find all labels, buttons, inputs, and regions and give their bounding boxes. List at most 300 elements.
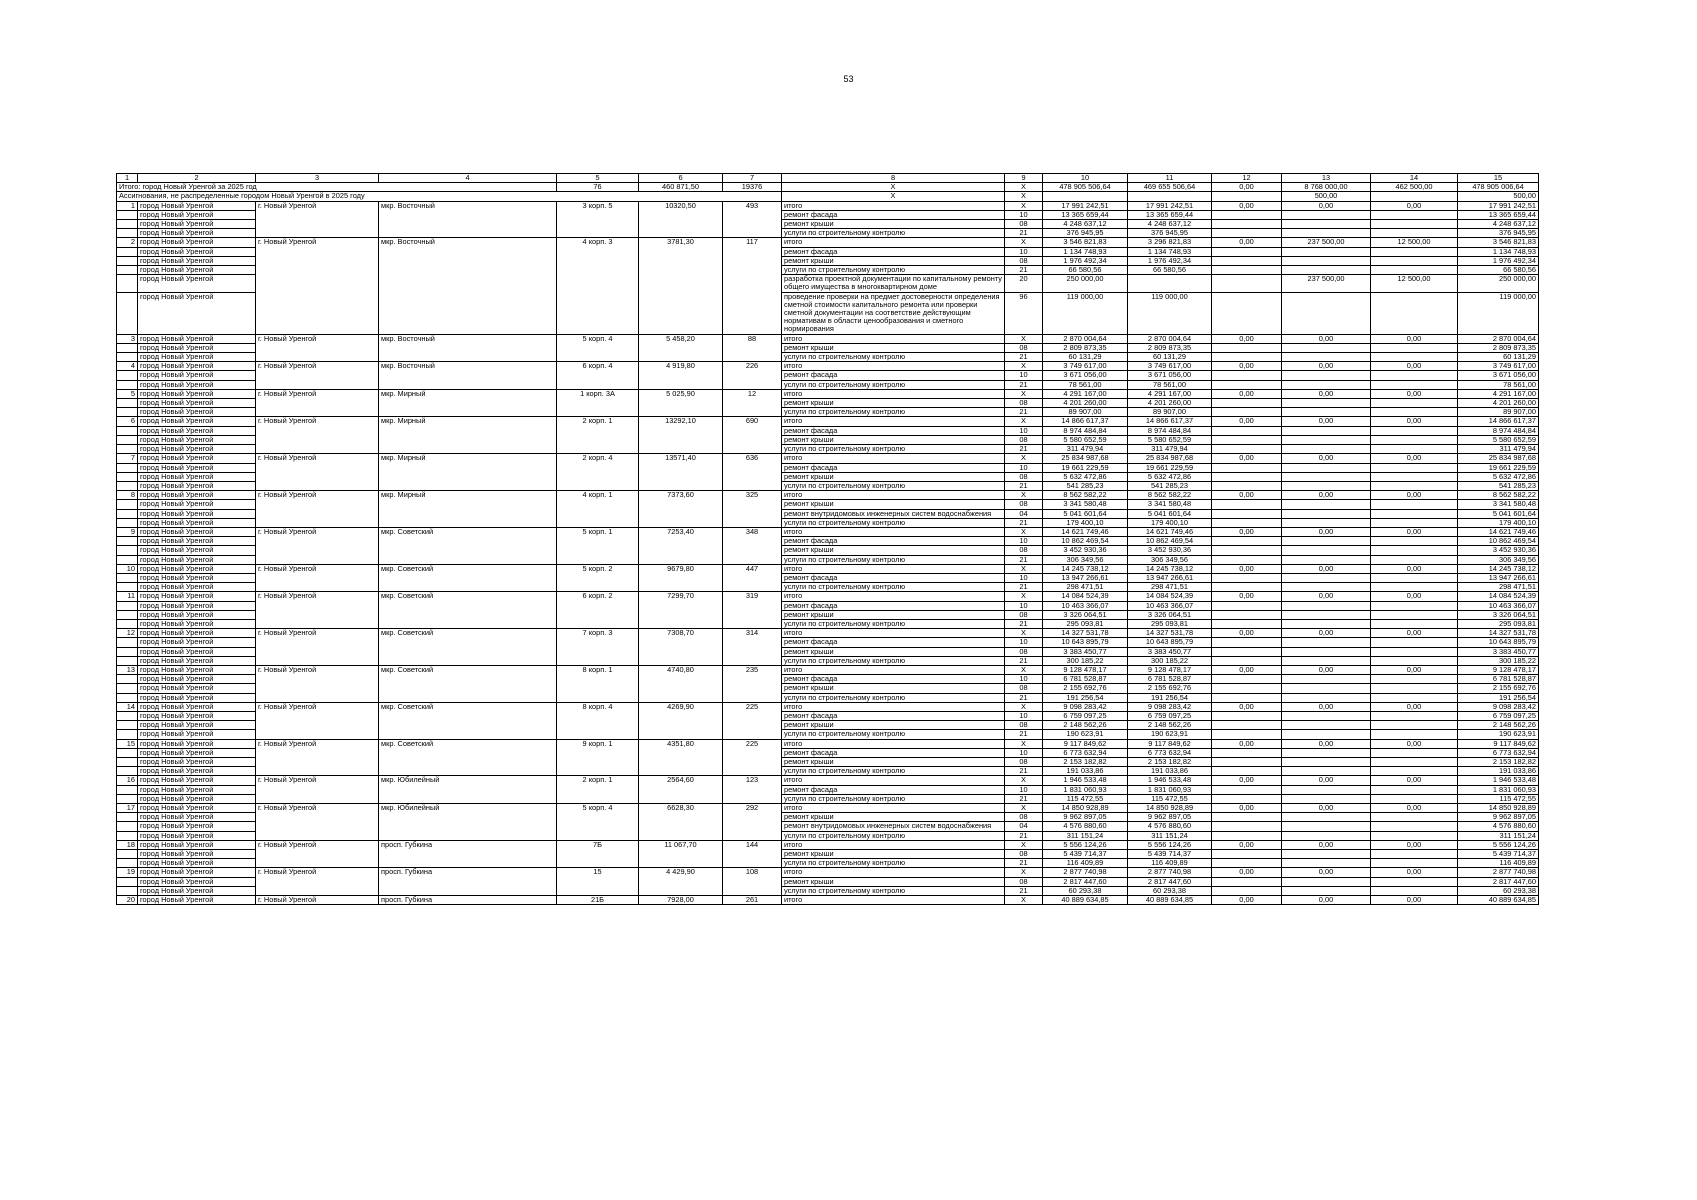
- street-cell: [379, 435, 557, 444]
- plan-cost-cell: 311 151,24: [1458, 831, 1539, 840]
- total-cost-cell: 13 365 659,44: [1043, 210, 1128, 219]
- residents-cell: 123: [723, 776, 782, 785]
- municipality-cell: город Новый Уренгой: [138, 417, 256, 426]
- column-number-cell: 8: [782, 174, 1005, 183]
- work-type-cell: услуги по строительному контролю: [782, 229, 1005, 238]
- plan-cost-cell: 191 033,86: [1458, 767, 1539, 776]
- row-number-cell: 17: [117, 804, 138, 813]
- work-code-cell: 10: [1005, 785, 1043, 794]
- work-type-cell: ремонт крыши: [782, 256, 1005, 265]
- row-number-cell: [117, 785, 138, 794]
- budget-local-cell: [1282, 426, 1371, 435]
- work-code-cell: 08: [1005, 647, 1043, 656]
- budget-regional-cell: 0,00: [1212, 739, 1282, 748]
- area-cell: [639, 500, 723, 509]
- plan-cost-cell: 14 327 531,78: [1458, 629, 1539, 638]
- residents-cell: [723, 767, 782, 776]
- total-cost-cell: 5 632 472,86: [1043, 472, 1128, 481]
- budget-regional-cell: [1212, 850, 1282, 859]
- plan-cost-cell: 66 580,56: [1458, 266, 1539, 275]
- table-row: [117, 537, 1539, 546]
- fund-cost-cell: 3 296 821,83: [1128, 238, 1212, 247]
- plan-cost-cell: 2 817 447,60: [1458, 877, 1539, 886]
- total-cost-cell: 9 117 849,62: [1043, 739, 1128, 748]
- work-code-cell: 08: [1005, 399, 1043, 408]
- settlement-cell: [256, 859, 379, 868]
- owners-funds-cell: [1371, 748, 1458, 757]
- table-row: [117, 629, 1539, 638]
- plan-cost-cell: 9 962 897,05: [1458, 813, 1539, 822]
- work-code-cell: 10: [1005, 426, 1043, 435]
- work-type-cell: ремонт крыши: [782, 684, 1005, 693]
- settlement-cell: г. Новый Уренгой: [256, 804, 379, 813]
- fund-cost-cell: 9 098 283,42: [1128, 702, 1212, 711]
- street-cell: мкр. Восточный: [379, 362, 557, 371]
- total-cost-cell: 1 134 748,93: [1043, 247, 1128, 256]
- work-type-cell: итого: [782, 702, 1005, 711]
- residents-cell: [723, 481, 782, 490]
- table-row: [117, 804, 1539, 813]
- plan-cost-cell: 40 889 634,85: [1458, 896, 1539, 905]
- budget-local-cell: 0,00: [1282, 804, 1371, 813]
- street-cell: мкр. Советский: [379, 702, 557, 711]
- residents-cell: [723, 619, 782, 628]
- work-type-cell: итого: [782, 454, 1005, 463]
- column-number-cell: 3: [256, 174, 379, 183]
- work-code-cell: Х: [1005, 739, 1043, 748]
- area-cell: [639, 481, 723, 490]
- budget-local-cell: 0,00: [1282, 896, 1371, 905]
- total-cost-cell: 191 033,86: [1043, 767, 1128, 776]
- municipality-cell: город Новый Уренгой: [138, 491, 256, 500]
- settlement-cell: [256, 509, 379, 518]
- row-number-cell: [117, 721, 138, 730]
- owners-funds-cell: [1371, 730, 1458, 739]
- budget-regional-cell: 0,00: [1212, 417, 1282, 426]
- plan-cost-cell: 5 632 472,86: [1458, 472, 1539, 481]
- row-number-cell: 9: [117, 527, 138, 536]
- budget-local-cell: [1282, 813, 1371, 822]
- table-row: [117, 343, 1539, 352]
- budget-regional-cell: 0,00: [1212, 665, 1282, 674]
- table-row: [117, 877, 1539, 886]
- work-code-cell: 04: [1005, 822, 1043, 831]
- work-type-cell: итого: [782, 201, 1005, 210]
- plan-cost-cell: 541 285,23: [1458, 481, 1539, 490]
- work-type-cell: ремонт фасада: [782, 711, 1005, 720]
- column-number-cell: 1: [117, 174, 138, 183]
- owners-funds-cell: [1371, 343, 1458, 352]
- fund-cost-cell: 14 866 617,37: [1128, 417, 1212, 426]
- house-number-cell: [557, 353, 639, 362]
- summary-cell: 478 905 006,64: [1458, 183, 1539, 192]
- residents-cell: [723, 693, 782, 702]
- street-cell: мкр. Советский: [379, 527, 557, 536]
- street-cell: [379, 445, 557, 454]
- budget-local-cell: [1282, 229, 1371, 238]
- plan-cost-cell: 295 093,81: [1458, 619, 1539, 628]
- budget-local-cell: [1282, 500, 1371, 509]
- municipality-cell: город Новый Уренгой: [138, 220, 256, 229]
- area-cell: [639, 656, 723, 665]
- residents-cell: 493: [723, 201, 782, 210]
- house-number-cell: [557, 583, 639, 592]
- municipality-cell: город Новый Уренгой: [138, 785, 256, 794]
- work-type-cell: ремонт фасада: [782, 537, 1005, 546]
- budget-regional-cell: [1212, 886, 1282, 895]
- fund-cost-cell: 5 556 124,26: [1128, 840, 1212, 849]
- table-row: [117, 850, 1539, 859]
- fund-cost-cell: 3 383 450,77: [1128, 647, 1212, 656]
- owners-funds-cell: [1371, 693, 1458, 702]
- total-cost-cell: 9 098 283,42: [1043, 702, 1128, 711]
- work-type-cell: услуги по строительному контролю: [782, 408, 1005, 417]
- fund-cost-cell: 2 817 447,60: [1128, 877, 1212, 886]
- residents-cell: [723, 399, 782, 408]
- table-row: [117, 491, 1539, 500]
- plan-cost-cell: 3 749 617,00: [1458, 362, 1539, 371]
- fund-cost-cell: 311 479,94: [1128, 445, 1212, 454]
- table-row: [117, 739, 1539, 748]
- budget-regional-cell: [1212, 343, 1282, 352]
- fund-cost-cell: 1 831 060,93: [1128, 785, 1212, 794]
- municipality-cell: город Новый Уренгой: [138, 518, 256, 527]
- budget-local-cell: 0,00: [1282, 201, 1371, 210]
- residents-cell: [723, 546, 782, 555]
- house-number-cell: [557, 266, 639, 275]
- owners-funds-cell: [1371, 886, 1458, 895]
- settlement-cell: [256, 638, 379, 647]
- street-cell: [379, 785, 557, 794]
- summary-label: Ассигнования, не распределенные городом Новый Уренгой в 2025 году: [117, 192, 782, 201]
- fund-cost-cell: 190 623,91: [1128, 730, 1212, 739]
- fund-cost-cell: 179 400,10: [1128, 518, 1212, 527]
- settlement-cell: г. Новый Уренгой: [256, 564, 379, 573]
- budget-regional-cell: 0,00: [1212, 896, 1282, 905]
- street-cell: [379, 794, 557, 803]
- total-cost-cell: 6 759 097,25: [1043, 711, 1128, 720]
- budget-local-cell: [1282, 794, 1371, 803]
- settlement-cell: [256, 767, 379, 776]
- settlement-cell: [256, 445, 379, 454]
- budget-local-cell: [1282, 481, 1371, 490]
- total-cost-cell: 10 463 366,07: [1043, 601, 1128, 610]
- plan-cost-cell: 3 546 821,83: [1458, 238, 1539, 247]
- municipality-cell: город Новый Уренгой: [138, 292, 256, 334]
- total-cost-cell: 2 148 562,26: [1043, 721, 1128, 730]
- settlement-cell: г. Новый Уренгой: [256, 454, 379, 463]
- row-number-cell: [117, 886, 138, 895]
- house-number-cell: [557, 371, 639, 380]
- house-number-cell: [557, 408, 639, 417]
- street-cell: [379, 758, 557, 767]
- municipality-cell: город Новый Уренгой: [138, 426, 256, 435]
- area-cell: [639, 730, 723, 739]
- total-cost-cell: 3 383 450,77: [1043, 647, 1128, 656]
- plan-cost-cell: 179 400,10: [1458, 518, 1539, 527]
- work-type-cell: ремонт фасада: [782, 675, 1005, 684]
- budget-regional-cell: [1212, 229, 1282, 238]
- column-number-cell: 9: [1005, 174, 1043, 183]
- owners-funds-cell: 0,00: [1371, 564, 1458, 573]
- table-row: [117, 656, 1539, 665]
- plan-cost-cell: 298 471,51: [1458, 583, 1539, 592]
- total-cost-cell: 306 349,56: [1043, 555, 1128, 564]
- residents-cell: [723, 229, 782, 238]
- area-cell: [639, 721, 723, 730]
- area-cell: [639, 353, 723, 362]
- settlement-cell: [256, 463, 379, 472]
- budget-regional-cell: [1212, 859, 1282, 868]
- fund-cost-cell: 6 773 632,94: [1128, 748, 1212, 757]
- row-number-cell: [117, 619, 138, 628]
- budget-local-cell: 0,00: [1282, 417, 1371, 426]
- budget-regional-cell: [1212, 353, 1282, 362]
- municipality-cell: город Новый Уренгой: [138, 266, 256, 275]
- column-number-cell: 14: [1371, 174, 1458, 183]
- owners-funds-cell: [1371, 435, 1458, 444]
- street-cell: мкр. Мирный: [379, 454, 557, 463]
- house-number-cell: [557, 481, 639, 490]
- table-row: [117, 785, 1539, 794]
- total-cost-cell: 2 809 873,35: [1043, 343, 1128, 352]
- house-number-cell: [557, 472, 639, 481]
- municipality-cell: город Новый Уренгой: [138, 739, 256, 748]
- table-row: [117, 721, 1539, 730]
- row-number-cell: [117, 426, 138, 435]
- table-row: [117, 220, 1539, 229]
- street-cell: [379, 472, 557, 481]
- municipality-cell: город Новый Уренгой: [138, 850, 256, 859]
- work-type-cell: итого: [782, 527, 1005, 536]
- work-code-cell: 08: [1005, 610, 1043, 619]
- plan-cost-cell: 376 945,95: [1458, 229, 1539, 238]
- work-code-cell: 08: [1005, 684, 1043, 693]
- owners-funds-cell: 0,00: [1371, 804, 1458, 813]
- table-row: [117, 518, 1539, 527]
- area-cell: [639, 275, 723, 292]
- fund-cost-cell: 376 945,95: [1128, 229, 1212, 238]
- budget-regional-cell: [1212, 831, 1282, 840]
- row-number-cell: 18: [117, 840, 138, 849]
- street-cell: мкр. Юбилейный: [379, 776, 557, 785]
- summary-cell: [1371, 192, 1458, 201]
- municipality-cell: город Новый Уренгой: [138, 813, 256, 822]
- street-cell: [379, 343, 557, 352]
- plan-cost-cell: 14 621 749,46: [1458, 527, 1539, 536]
- row-number-cell: [117, 518, 138, 527]
- table-row: [117, 500, 1539, 509]
- budget-local-cell: [1282, 859, 1371, 868]
- budget-regional-cell: [1212, 693, 1282, 702]
- house-number-cell: [557, 859, 639, 868]
- plan-cost-cell: 116 409,89: [1458, 859, 1539, 868]
- budget-local-cell: [1282, 399, 1371, 408]
- municipality-cell: город Новый Уренгой: [138, 583, 256, 592]
- budget-regional-cell: 0,00: [1212, 564, 1282, 573]
- plan-cost-cell: 1 976 492,34: [1458, 256, 1539, 265]
- work-type-cell: услуги по строительному контролю: [782, 619, 1005, 628]
- residents-cell: [723, 758, 782, 767]
- municipality-cell: город Новый Уренгой: [138, 546, 256, 555]
- work-type-cell: услуги по строительному контролю: [782, 693, 1005, 702]
- area-cell: [639, 748, 723, 757]
- settlement-cell: [256, 220, 379, 229]
- budget-regional-cell: 0,00: [1212, 362, 1282, 371]
- budget-regional-cell: [1212, 711, 1282, 720]
- residents-cell: [723, 711, 782, 720]
- house-number-cell: [557, 785, 639, 794]
- total-cost-cell: 191 256,54: [1043, 693, 1128, 702]
- street-cell: [379, 656, 557, 665]
- total-cost-cell: 3 341 580,48: [1043, 500, 1128, 509]
- street-cell: [379, 813, 557, 822]
- total-cost-cell: 4 248 637,12: [1043, 220, 1128, 229]
- street-cell: мкр. Восточный: [379, 334, 557, 343]
- total-cost-cell: 60 293,38: [1043, 886, 1128, 895]
- area-cell: [639, 886, 723, 895]
- plan-cost-cell: 14 245 738,12: [1458, 564, 1539, 573]
- summary-cell: [1128, 192, 1212, 201]
- settlement-cell: г. Новый Уренгой: [256, 238, 379, 247]
- work-type-cell: разработка проектной документации по капитальному ремонту общего имущества в многоквартирном доме: [782, 275, 1005, 292]
- work-type-cell: итого: [782, 238, 1005, 247]
- plan-cost-cell: 9 128 478,17: [1458, 665, 1539, 674]
- budget-local-cell: 0,00: [1282, 739, 1371, 748]
- residents-cell: [723, 353, 782, 362]
- budget-local-cell: 0,00: [1282, 564, 1371, 573]
- settlement-cell: [256, 555, 379, 564]
- municipality-cell: город Новый Уренгой: [138, 454, 256, 463]
- settlement-cell: [256, 343, 379, 352]
- municipality-cell: город Новый Уренгой: [138, 527, 256, 536]
- budget-regional-cell: [1212, 481, 1282, 490]
- table-row: [117, 256, 1539, 265]
- work-code-cell: 21: [1005, 353, 1043, 362]
- work-code-cell: 21: [1005, 583, 1043, 592]
- fund-cost-cell: 13 365 659,44: [1128, 210, 1212, 219]
- table-row: [117, 684, 1539, 693]
- row-number-cell: [117, 813, 138, 822]
- municipality-cell: город Новый Уренгой: [138, 275, 256, 292]
- work-type-cell: услуги по строительному контролю: [782, 266, 1005, 275]
- house-number-cell: 2 корп. 1: [557, 417, 639, 426]
- fund-cost-cell: 8 974 484,84: [1128, 426, 1212, 435]
- owners-funds-cell: [1371, 256, 1458, 265]
- owners-funds-cell: 0,00: [1371, 868, 1458, 877]
- budget-regional-cell: [1212, 583, 1282, 592]
- area-cell: [639, 711, 723, 720]
- table-row: [117, 389, 1539, 398]
- street-cell: мкр. Мирный: [379, 491, 557, 500]
- residents-cell: [723, 210, 782, 219]
- column-number-cell: 6: [639, 174, 723, 183]
- plan-cost-cell: 3 326 064,51: [1458, 610, 1539, 619]
- budget-local-cell: [1282, 546, 1371, 555]
- settlement-cell: [256, 247, 379, 256]
- total-cost-cell: 1 831 060,93: [1043, 785, 1128, 794]
- row-number-cell: 19: [117, 868, 138, 877]
- area-cell: 7373,60: [639, 491, 723, 500]
- residents-cell: 319: [723, 592, 782, 601]
- area-cell: 4269,90: [639, 702, 723, 711]
- total-cost-cell: 3 452 930,36: [1043, 546, 1128, 555]
- row-number-cell: [117, 256, 138, 265]
- budget-regional-cell: [1212, 684, 1282, 693]
- area-cell: 10320,50: [639, 201, 723, 210]
- area-cell: [639, 399, 723, 408]
- budget-local-cell: 0,00: [1282, 702, 1371, 711]
- budget-local-cell: 0,00: [1282, 362, 1371, 371]
- budget-regional-cell: [1212, 463, 1282, 472]
- work-type-cell: итого: [782, 840, 1005, 849]
- residents-cell: [723, 656, 782, 665]
- area-cell: 5 025,90: [639, 389, 723, 398]
- budget-regional-cell: 0,00: [1212, 454, 1282, 463]
- budget-regional-cell: [1212, 748, 1282, 757]
- settlement-cell: [256, 831, 379, 840]
- house-number-cell: [557, 292, 639, 334]
- work-code-cell: 10: [1005, 247, 1043, 256]
- work-type-cell: услуги по строительному контролю: [782, 886, 1005, 895]
- settlement-cell: г. Новый Уренгой: [256, 840, 379, 849]
- municipality-cell: город Новый Уренгой: [138, 638, 256, 647]
- plan-cost-cell: 300 185,22: [1458, 656, 1539, 665]
- street-cell: [379, 463, 557, 472]
- table-row: [117, 445, 1539, 454]
- owners-funds-cell: [1371, 518, 1458, 527]
- street-cell: [379, 859, 557, 868]
- house-number-cell: 2 корп. 1: [557, 776, 639, 785]
- budget-local-cell: [1282, 822, 1371, 831]
- row-number-cell: [117, 684, 138, 693]
- plan-cost-cell: 8 974 484,84: [1458, 426, 1539, 435]
- work-type-cell: услуги по строительному контролю: [782, 859, 1005, 868]
- plan-cost-cell: 14 866 617,37: [1458, 417, 1539, 426]
- total-cost-cell: 3 546 821,83: [1043, 238, 1128, 247]
- residents-cell: [723, 573, 782, 582]
- row-number-cell: 14: [117, 702, 138, 711]
- owners-funds-cell: [1371, 619, 1458, 628]
- plan-cost-cell: 1 946 533,48: [1458, 776, 1539, 785]
- settlement-cell: [256, 675, 379, 684]
- settlement-cell: г. Новый Уренгой: [256, 776, 379, 785]
- budget-regional-cell: 0,00: [1212, 702, 1282, 711]
- street-cell: [379, 408, 557, 417]
- work-type-cell: ремонт крыши: [782, 721, 1005, 730]
- settlement-cell: [256, 472, 379, 481]
- fund-cost-cell: 60 293,38: [1128, 886, 1212, 895]
- house-number-cell: 9 корп. 1: [557, 739, 639, 748]
- house-number-cell: [557, 730, 639, 739]
- owners-funds-cell: [1371, 220, 1458, 229]
- fund-cost-cell: 119 000,00: [1128, 292, 1212, 334]
- table-row: [117, 610, 1539, 619]
- budget-local-cell: 0,00: [1282, 665, 1371, 674]
- work-code-cell: 08: [1005, 721, 1043, 730]
- row-number-cell: [117, 292, 138, 334]
- residents-cell: [723, 785, 782, 794]
- residents-cell: 292: [723, 804, 782, 813]
- budget-regional-cell: 0,00: [1212, 840, 1282, 849]
- budget-regional-cell: [1212, 256, 1282, 265]
- total-cost-cell: 14 621 749,46: [1043, 527, 1128, 536]
- budget-local-cell: 0,00: [1282, 592, 1371, 601]
- summary-cell: 0,00: [1212, 183, 1282, 192]
- settlement-cell: [256, 785, 379, 794]
- row-number-cell: [117, 463, 138, 472]
- total-cost-cell: 116 409,89: [1043, 859, 1128, 868]
